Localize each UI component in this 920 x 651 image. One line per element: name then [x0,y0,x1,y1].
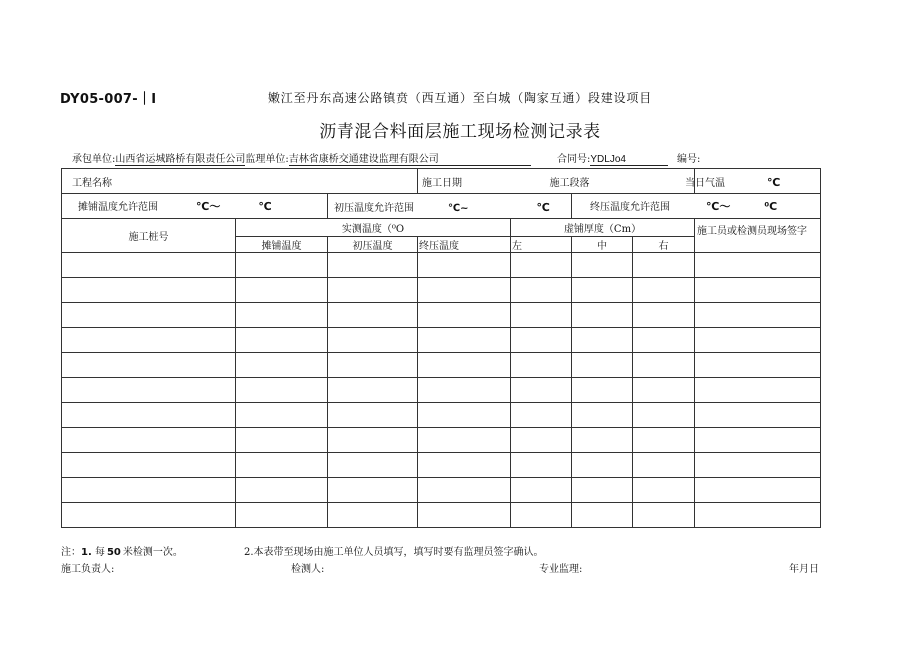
final-range-cell [572,194,821,219]
entry-cell[interactable] [695,278,821,303]
entry-cell[interactable] [328,503,418,528]
note-1-number: 1. [81,547,92,558]
construction-date-cell [418,169,572,194]
entry-cell[interactable] [418,453,511,478]
entry-cell[interactable] [62,478,236,503]
entry-cell[interactable] [418,303,511,328]
left-header: 左 [511,237,572,253]
entry-cell[interactable] [236,278,328,303]
inspector-label: 检测人: [291,564,325,575]
initial-unit-from: ℃~ [448,202,469,214]
measured-temp-header: 实测温度（⁰O [236,219,511,237]
entry-cell[interactable] [511,453,572,478]
entry-row [62,428,821,453]
entry-cell[interactable] [633,328,695,353]
entry-cell[interactable] [236,428,328,453]
note-1-post: 米检测一次。 [122,547,183,558]
entry-cell[interactable] [695,253,821,278]
entry-cell[interactable] [572,303,633,328]
group-header-row [62,219,821,237]
entry-cell[interactable] [695,453,821,478]
entry-cell[interactable] [633,453,695,478]
entry-cell[interactable] [328,453,418,478]
entry-cell[interactable] [695,478,821,503]
entry-cell[interactable] [511,303,572,328]
note-2: 2.本表带至现场由施工单位人员填写，填写时要有监理员签字确认。 [244,547,544,558]
entry-row [62,478,821,503]
paving-range-label: 摊铺温度允许范围 [78,202,158,213]
entry-cell[interactable] [328,303,418,328]
final-range-label: 终压温度允许范围 [590,202,671,213]
loose-thickness-header: 虚铺厚度（Cm） [511,219,695,237]
entry-cell[interactable] [633,478,695,503]
entry-cell[interactable] [633,353,695,378]
entry-cell[interactable] [328,428,418,453]
entry-cell[interactable] [572,503,633,528]
construction-date-label: 施工日期 [422,177,463,189]
weather-cell [685,169,821,194]
initial-range-label: 初压温度允许范围 [334,202,414,214]
contract-label: 合同号: [557,154,591,165]
entry-cell[interactable] [572,403,633,428]
entry-cell[interactable] [62,278,236,303]
entry-row [62,328,821,353]
entry-cell[interactable] [328,403,418,428]
entry-cell[interactable] [236,403,328,428]
entry-cell[interactable] [511,353,572,378]
entry-cell[interactable] [62,353,236,378]
entry-cell[interactable] [62,378,236,403]
entry-cell[interactable] [236,378,328,403]
supervisor-label: 监理单位: [245,154,289,165]
entry-cell[interactable] [328,478,418,503]
entry-cell[interactable] [511,478,572,503]
paving-unit-to: ℃ [258,200,272,213]
entry-cell[interactable] [572,328,633,353]
entry-cell[interactable] [633,428,695,453]
middle-header: 中 [572,237,633,253]
entry-cell[interactable] [695,353,821,378]
number-label: 编号: [677,154,701,165]
entry-cell[interactable] [572,278,633,303]
supervisor-value: 吉林省康桥交通建设监理有限公司 [289,154,531,166]
entry-cell[interactable] [236,503,328,528]
entry-cell[interactable] [572,478,633,503]
project-title: 嫩江至丹东高速公路镇贲（西互通）至白城（陶家互通）段建设项目 [268,91,653,105]
entry-cell[interactable] [511,403,572,428]
entry-cell[interactable] [633,303,695,328]
entry-cell[interactable] [695,303,821,328]
entry-cell[interactable] [62,453,236,478]
entry-cell[interactable] [633,503,695,528]
construction-section-cell [549,169,695,194]
entry-cell[interactable] [62,253,236,278]
paving-unit-from: ℃～ [196,200,221,213]
entry-cell[interactable] [572,353,633,378]
entry-cell[interactable] [236,353,328,378]
contract-info [557,150,668,166]
entry-cell[interactable] [418,378,511,403]
entry-cell[interactable] [328,328,418,353]
project-name-cell [62,169,418,194]
entry-cell[interactable] [236,303,328,328]
entry-cell[interactable] [695,428,821,453]
entry-cell[interactable] [62,503,236,528]
entry-cell[interactable] [633,403,695,428]
entry-row [62,253,821,278]
station-header: 施工桩号 [62,219,236,253]
entry-cell[interactable] [418,278,511,303]
entry-cell[interactable] [418,478,511,503]
construction-section-label: 施工段落 [549,177,590,189]
entry-cell[interactable] [511,328,572,353]
entry-cell[interactable] [418,253,511,278]
entry-cell[interactable] [418,503,511,528]
entry-cell[interactable] [633,378,695,403]
entry-cell[interactable] [572,428,633,453]
note-prefix: 注： [61,547,81,558]
entry-cell[interactable] [62,328,236,353]
entry-cell[interactable] [328,378,418,403]
contractor-value: 山西省运城路桥有限责任公司 [115,154,246,165]
entry-cell[interactable] [695,378,821,403]
entry-row [62,378,821,403]
contractor-info [72,150,531,166]
entry-cell[interactable] [695,328,821,353]
entry-cell[interactable] [418,353,511,378]
entry-cell[interactable] [62,428,236,453]
project-info-row [62,169,821,194]
entry-row [62,403,821,428]
entry-cell[interactable] [236,478,328,503]
entry-cell[interactable] [572,378,633,403]
entry-cell[interactable] [511,428,572,453]
entry-cell[interactable] [695,403,821,428]
initial-temp-header: 初压温度 [328,237,418,253]
paving-temp-header: 摊铺温度 [236,237,328,253]
entry-cell[interactable] [328,253,418,278]
project-name-label: 工程名称 [72,177,112,189]
entry-cell[interactable] [418,403,511,428]
entry-cell[interactable] [418,428,511,453]
temperature-range-row [62,194,821,219]
entry-row [62,503,821,528]
construction-lead-label: 施工负责人: [61,564,115,575]
entry-cell[interactable] [328,278,418,303]
note-1-pre: 每 [94,547,105,558]
right-header: 右 [633,237,695,253]
entry-cell[interactable] [511,278,572,303]
entry-cell[interactable] [511,503,572,528]
date-label: 年月日 [789,564,819,575]
entry-row [62,353,821,378]
entry-cell[interactable] [236,453,328,478]
final-unit-to: ⁰C [764,200,778,213]
paving-range-cell [62,194,328,219]
entry-cell[interactable] [511,253,572,278]
entry-cell[interactable] [695,503,821,528]
entry-cell[interactable] [236,328,328,353]
entry-cell[interactable] [572,453,633,478]
contractor-label: 承包单位: [72,154,116,165]
supervisor-sign-label: 专业监理: [539,564,583,575]
entry-row [62,453,821,478]
entry-cell[interactable] [572,253,633,278]
entry-row [62,303,821,328]
entry-cell[interactable] [511,378,572,403]
contract-value: YDLJo4 [590,154,668,166]
entry-cell[interactable] [62,403,236,428]
initial-range-cell [328,194,572,219]
final-temp-header: 终压温度 [418,237,511,253]
signature-header: 施工员或检测员现场签字 [695,219,821,253]
entry-cell[interactable] [418,328,511,353]
entry-cell[interactable] [236,253,328,278]
weather-unit: ℃ [767,175,781,189]
entry-cell[interactable] [328,353,418,378]
final-unit-from: ℃～ [706,200,731,213]
weather-temp-label: 当日气温 [685,177,726,189]
form-code: DY05-007-｜I [60,92,157,107]
entry-row [62,278,821,303]
entry-cell[interactable] [62,303,236,328]
note-1-count: 50 [106,547,121,558]
record-table [61,168,821,528]
entry-cell[interactable] [633,278,695,303]
entry-cell[interactable] [633,253,695,278]
note-1 [61,543,183,558]
document-title: 沥青混合料面层施工现场检测记录表 [319,122,601,142]
initial-unit-to: ℃ [536,200,550,214]
